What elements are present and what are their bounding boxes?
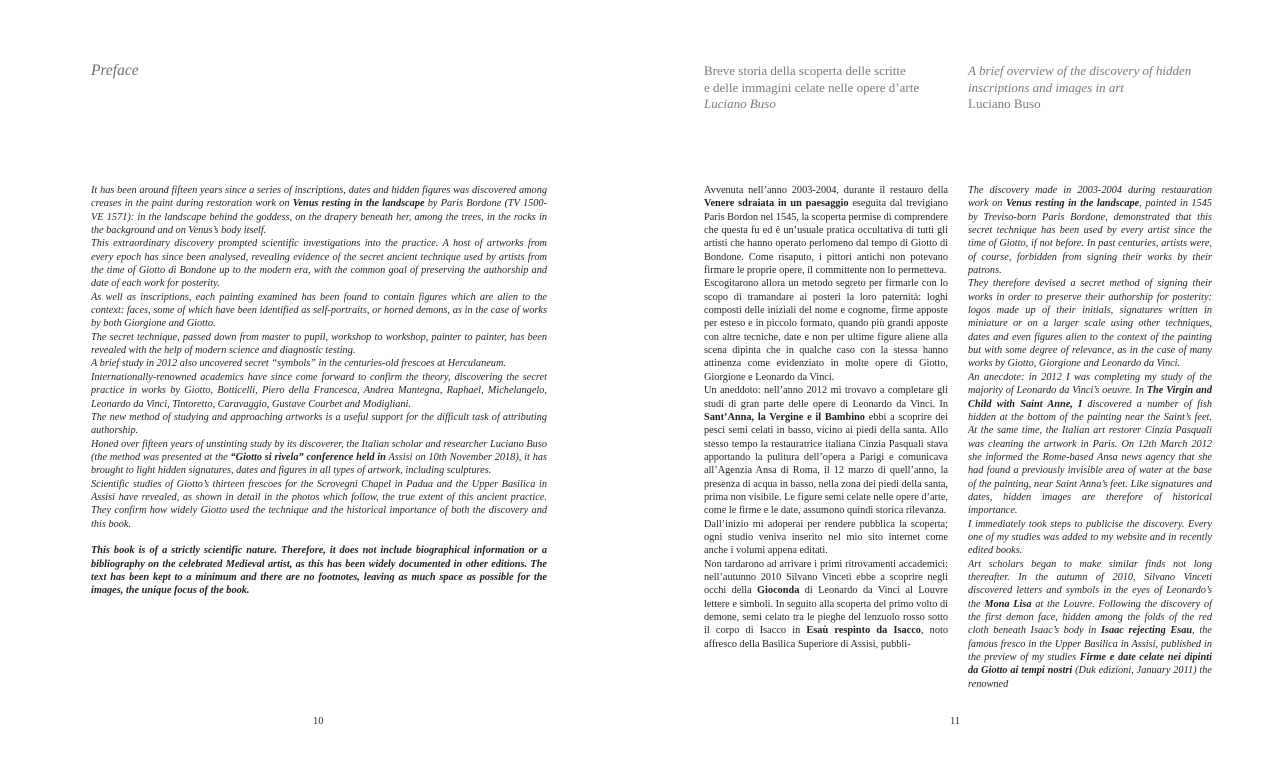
text-run: at the Louvre. Following the discovery of the first demon face, hidden among the folds of the red cloth beneath Isaac’s body in xyxy=(968,598,1212,637)
bold-title: Venus resting in the landscape xyxy=(292,198,425,210)
text-run: Honed over fifteen years of unstinting study by its discoverer, the Italian scholar and researcher Luciano Buso (the method was presented at the xyxy=(91,438,547,463)
paragraph-gap xyxy=(91,531,547,544)
bold-title: Venus resting in the landscape xyxy=(1006,198,1140,210)
paragraph xyxy=(968,558,1212,691)
bold-title: Isaac rejecting Esau xyxy=(1101,625,1193,637)
text-run: Un aneddoto: nell’anno 2012 mi trovavo a completare gli studi di gran parte delle opere di Leonardo da Vinci. In xyxy=(704,385,948,410)
bold-title: “Giotto si rivela” conference held in xyxy=(230,451,386,463)
text-run: (Duk edizioni, January 2011) the renowned xyxy=(968,665,1213,690)
text-run: , painted in 1545 by Treviso-born Paris Bordone, demonstrated that this secret technique has been used by every artist since the time of Giotto, if not before. In past centuries, artists were, of course, forbidden from signing their works by their patrons. xyxy=(968,198,1212,277)
paragraph xyxy=(91,291,547,331)
text-run: discovered a number of fish hidden at the bottom of the painting near the Saint’s feet. At the same time, the Italian art restorer Cinzia Pasquali was cleaning the artwork in Paris. On 12th March 2012 she informed the Rome-based Ansa news agency that she had found a previously invisible area of water at the base of the painting, near Saint Anna’s feet. Like signatures and dates, hidden images are therefore of historical importance. xyxy=(968,398,1212,517)
paragraph xyxy=(91,478,547,531)
paragraph xyxy=(968,184,1212,277)
text-run: Dall’inizio mi adoperai per rendere pubblica la scoperta; ogni studio veniva inserito nel mio sito internet come anche i volumi appena editati. xyxy=(704,518,948,557)
paragraph xyxy=(704,558,948,651)
text-run: The secret technique, passed down from master to pupil, workshop to workshop, painter to painter, has been revealed with the help of modern science and diagnostic testing. xyxy=(91,331,547,357)
preface-title: Preface xyxy=(91,62,139,79)
text-run: A brief study in 2012 also uncovered secret “symbols” in the centuries-old frescoes at Herculaneum. xyxy=(91,358,506,370)
paragraph xyxy=(91,357,547,370)
english-author: Luciano Buso xyxy=(968,96,1041,111)
text-run: Avvenuta nell’anno 2003-2004, durante il restauro della xyxy=(704,185,948,196)
english-title-line2: inscriptions and images in art xyxy=(968,79,1125,95)
bold-title: Esaù respinto da Isacco xyxy=(806,625,921,637)
bold-title: Sant’Anna, la Vergine e il Bambino xyxy=(704,411,865,423)
text-run: This extraordinary discovery prompted scientific investigations into the practice. A host of artworks from every epoch has since been analysed, revealing evidence of the secret ancient technique used by artists from the time of Giotto di Bondone up to the modern era, with the common goal of preserving the authorship and date of each work for posterity. xyxy=(91,238,547,290)
text-run: As well as inscriptions, each painting examined has been found to contain figures which are alien to the context: faces, some of which have been identified as self-portraits, or horned demons, as in the case of works by both Giorgione and Giotto. xyxy=(91,291,547,330)
text-run: It has been around fifteen years since a series of inscriptions, dates and hidden figures was discovered among creases in the paint during restoration work on xyxy=(91,185,547,210)
paragraph xyxy=(704,184,948,277)
text-run: ebbi a scoprire dei pesci semi celati in basso, vicino ai piedi della santa. Allo stesso tempo la restauratrice italiana Cinzia Pasquali stava apportando la pulitura dell’opera a Parigi e comunicava all’Agenzia Ansa di Roma, il 12 marzo di quell’anno, la presenza di acqua in basso, nella zona dei piedi della santa, prima non visibile. Le figure semi celate nelle opere d’arte, come le firme e le date, assumono quindi storica rilevanza. xyxy=(704,411,948,517)
text-run: They therefore devised a secret method of signing their works in order to preserve their authorship for posterity: logos made up of their initials, signatures written in miniature or on a larger scale using other techniques, dates and even figures alien to the context of the painting but with some degree of relevance, as in the case of many works by Giotto, Giorgione and Leonardo da Vinci. xyxy=(968,278,1212,370)
paragraph xyxy=(91,438,547,478)
italian-author: Luciano Buso xyxy=(704,96,776,111)
paragraph xyxy=(91,237,547,290)
paragraph xyxy=(91,184,547,237)
english-body xyxy=(968,184,1212,691)
text-run: , the famous fresco in the Upper Basilica in Assisi, published in the preview of my studies xyxy=(968,625,1212,664)
bold-title: Gioconda xyxy=(757,585,800,597)
italian-title-line1: Breve storia della scoperta delle scritte xyxy=(704,63,906,78)
text-run: di Leonardo da Vinci al Louvre lettere e simboli. In seguito alla scoperta del primo volto di demone, semi celato tra le pieghe del lenzuolo rosso sotto il corpo di Isacco in xyxy=(704,585,948,637)
paragraph xyxy=(704,277,948,384)
text-run: Assisi on 10th November 2018), it has brought to light hidden signatures, dates and figures in all types of artwork, including sculptures. xyxy=(91,451,547,477)
bold-title: Venere sdraiata in un paesaggio xyxy=(704,198,849,210)
page-number-right: 11 xyxy=(950,716,961,727)
scientific-note: This book is of a strictly scientific nature. Therefore, it does not include biographical information or a bibliography on the celebrated Medieval artist, as this has been widely documented in other editions. The text has been kept to a minimum and there are no footnotes, leaving as much space as possible for the images, the unique focus of the book. xyxy=(91,545,547,597)
italian-heading xyxy=(704,63,964,113)
paragraph xyxy=(968,371,1212,518)
text-run: An anecdote: in 2012 I was completing my study of the majority of Leonardo da Vinci’s oeuvre. In xyxy=(968,371,1212,397)
italian-title-line2: e delle immagini celate nelle opere d’arte xyxy=(704,79,920,95)
text-run: The new method of studying and approaching artworks is a useful support for the difficult task of attributing authorship. xyxy=(91,411,547,437)
bold-title: Firme e date celate nei dipinti da Giotto ai tempi nostri xyxy=(968,652,1212,677)
bold-title: The Virgin and Child with Saint Anne, I xyxy=(968,385,1212,410)
paragraph xyxy=(704,518,948,558)
text-run: , noto affresco della Basilica Superiore di Assisi, pubbli- xyxy=(704,625,948,650)
text-run: Scientific studies of Giotto’s thirteen frescoes for the Scrovegni Chapel in Padua and the Upper Basilica in Assisi have revealed, as shown in detail in the photos which follow, the true extent of this ancient practice. They confirm how widely Giotto used the technique and the historical importance of both the discovery and this book. xyxy=(91,478,547,530)
preface-body xyxy=(91,184,547,598)
paragraph xyxy=(91,411,547,438)
paragraph xyxy=(704,384,948,517)
bold-title: Mona Lisa xyxy=(984,598,1032,610)
italian-body xyxy=(704,184,948,651)
text-run: Escogitarono allora un metodo segreto per firmarle con lo scopo di tramandare ai posteri la loro paternità: loghi composti delle iniziali del nome e cognome, firme apposte per esteso e in piccolo formato, quando più grandi apposte con altre tecniche, date e non per ultime figure aliene alla scena dipinta che in qualche caso con la stessa hanno attinenza come evidenziato in molte opere di Giotto, Giorgione e Leonardo da Vinci. xyxy=(704,278,948,383)
text-run: Art scholars began to make similar finds not long thereafter. In the autumn of 2010, Silvano Vinceti discovered letters and symbols in the eyes of Leonardo’s the xyxy=(968,558,1212,610)
preface-paragraphs xyxy=(91,184,547,531)
paragraph xyxy=(968,277,1212,370)
text-run: The discovery made in 2003-2004 during restauration work on xyxy=(968,185,1212,210)
text-run: Internationally-renowned academics have since come forward to confirm the theory, discovering the secret practice in works by Giotto, Botticelli, Piero della Francesca, Andrea Mantegna, Raphael, Michelangelo, Leonardo da Vinci, Tintoretto, Caravaggio, Gustave Courbet and Modigliani. xyxy=(91,371,547,410)
text-run: by Paris Bordone (TV 1500-VE 1571): in the landscape behind the goddess, on the drapery beneath her, among the trees, in the rocks in the background and on Venus’s body itself. xyxy=(91,198,547,237)
paragraph xyxy=(91,331,547,358)
text-run: Non tardarono ad arrivare i primi ritrovamenti accademici: nell’autunno 2010 Silvano Vinceti ebbe a scoprire negli occhi della xyxy=(704,558,948,597)
paragraph xyxy=(968,518,1212,558)
text-run: I immediately took steps to publicise the discovery. Every one of my studies was added to my website and in recently edited books. xyxy=(968,518,1212,557)
text-run: eseguita dal trevigiano Paris Bordon nel 1545, la scoperta permise di comprendere che questa fu ed è un’usuale pratica occultativa di tutti gli artisti che hanno operato perlomeno dal tempo di Giotto di Bondone. Come risaputo, i pittori antichi non potevano firmare le proprie opere, il committente non lo permetteva. xyxy=(704,198,948,277)
english-heading xyxy=(968,63,1228,113)
page-number-left: 10 xyxy=(313,716,324,727)
english-title-line1: A brief overview of the discovery of hidden xyxy=(968,63,1192,78)
paragraph xyxy=(91,371,547,411)
